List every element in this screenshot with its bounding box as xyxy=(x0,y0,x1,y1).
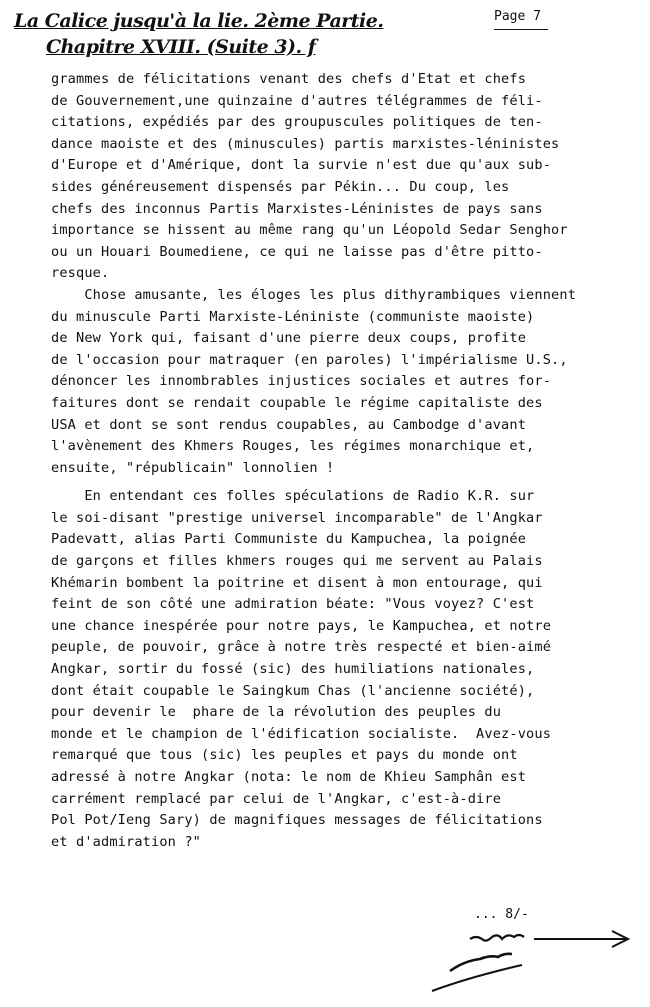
text-line: chefs des inconnus Partis Marxistes-Léninistes de pays sans xyxy=(51,200,543,217)
text-line: dance maoiste et des (minuscules) partis marxistes-léninistes xyxy=(51,135,560,152)
text-line: une chance inespérée pour notre pays, le Kampuchea, et notre xyxy=(51,617,552,634)
text-line: l'avènement des Khmers Rouges, les régimes monarchique et, xyxy=(51,438,535,455)
title-line1-text: La Calice jusqu'à la lie. 2ème Partie. xyxy=(14,10,384,32)
title-line2-text: Chapitre XVIII. (Suite 3). f xyxy=(46,36,316,58)
text-line: pour devenir le phare de la révolution des peuples du xyxy=(51,704,502,721)
text-line: Chose amusante, les éloges les plus dithyrambiques viennent xyxy=(51,286,577,303)
continuation-marker: ... 8/- xyxy=(474,907,529,922)
handwritten-title-line1 xyxy=(14,10,383,32)
text-line: et d'admiration ?" xyxy=(51,833,202,850)
text-line: d'Europe et d'Amérique, dont la survie n'est due qu'aux sub- xyxy=(51,157,552,174)
text-line: En entendant ces folles spéculations de Radio K.R. sur xyxy=(51,488,535,505)
text-line: de Gouvernement,une quinzaine d'autres télégrammes de féli- xyxy=(51,92,543,109)
text-line: resque. xyxy=(51,265,110,282)
text-line: faitures dont se rendait coupable le régime capitaliste des xyxy=(51,394,543,411)
paragraph-gap xyxy=(51,479,641,486)
text-line: de New York qui, faisant d'une pierre deux coups, profite xyxy=(51,330,527,347)
text-line: USA et dont se sont rendus coupables, au Cambodge d'avant xyxy=(51,416,527,433)
text-line: ensuite, "républicain" lonnolien ! xyxy=(51,459,335,476)
text-line: Khémarin bombent la poitrine et disent à mon entourage, qui xyxy=(51,574,543,591)
page-number: Page 7 xyxy=(494,9,548,30)
text-line: de l'occasion pour matraquer (en paroles) l'impérialisme U.S., xyxy=(51,351,568,368)
text-line: de garçons et filles khmers rouges qui me servent au Palais xyxy=(51,553,543,570)
right-arrow-icon xyxy=(534,931,628,947)
text-line: Pol Pot/Ieng Sary) de magnifiques messages de félicitations xyxy=(51,812,543,829)
signature-area xyxy=(430,925,640,995)
body-text xyxy=(51,69,641,853)
text-line: adressé à notre Angkar (nota: le nom de Khieu Samphân est xyxy=(51,769,527,785)
handwritten-title-line2 xyxy=(46,36,315,58)
text-line: grammes de félicitations venant des chefs d'Etat et chefs xyxy=(51,71,527,87)
text-line: ou un Houari Boumediene, ce qui ne laisse pas d'être pitto- xyxy=(51,243,543,260)
text-line: feint de son côté une admiration béate: "Vous voyez? C'est xyxy=(51,596,535,613)
text-line: importance se hissent au même rang qu'un Léopold Sedar Senghor xyxy=(51,222,568,239)
text-line: Angkar, sortir du fossé (sic) des humiliations nationales, xyxy=(51,661,535,678)
text-line: monde et le champion de l'édification socialiste. Avez-vous xyxy=(51,725,552,742)
text-line: dont était coupable le Saingkum Chas (l'ancienne société), xyxy=(51,682,535,699)
handwritten-turn-note xyxy=(470,935,524,941)
text-line: Padevatt, alias Parti Communiste du Kampuchea, la poignée xyxy=(51,531,527,548)
text-line: remarqué que tous (sic) les peuples et pays du monde ont xyxy=(51,747,518,764)
text-line: sides généreusement dispensés par Pékin... Du coup, les xyxy=(51,178,510,195)
text-line: carrément remplacé par celui de l'Angkar, c'est-à-dire xyxy=(51,790,502,807)
handwritten-signature xyxy=(432,954,522,991)
text-line: du minuscule Parti Marxiste-Léniniste (communiste maoiste) xyxy=(51,308,535,325)
text-line: le soi-disant "prestige universel incomparable" de l'Angkar xyxy=(51,509,543,526)
text-line: citations, expédiés par des groupuscules politiques de ten- xyxy=(51,114,543,131)
text-line: peuple, de pouvoir, grâce à notre très respecté et bien-aimé xyxy=(51,639,552,656)
text-line: dénoncer les innombrables injustices sociales et autres for- xyxy=(51,373,552,390)
